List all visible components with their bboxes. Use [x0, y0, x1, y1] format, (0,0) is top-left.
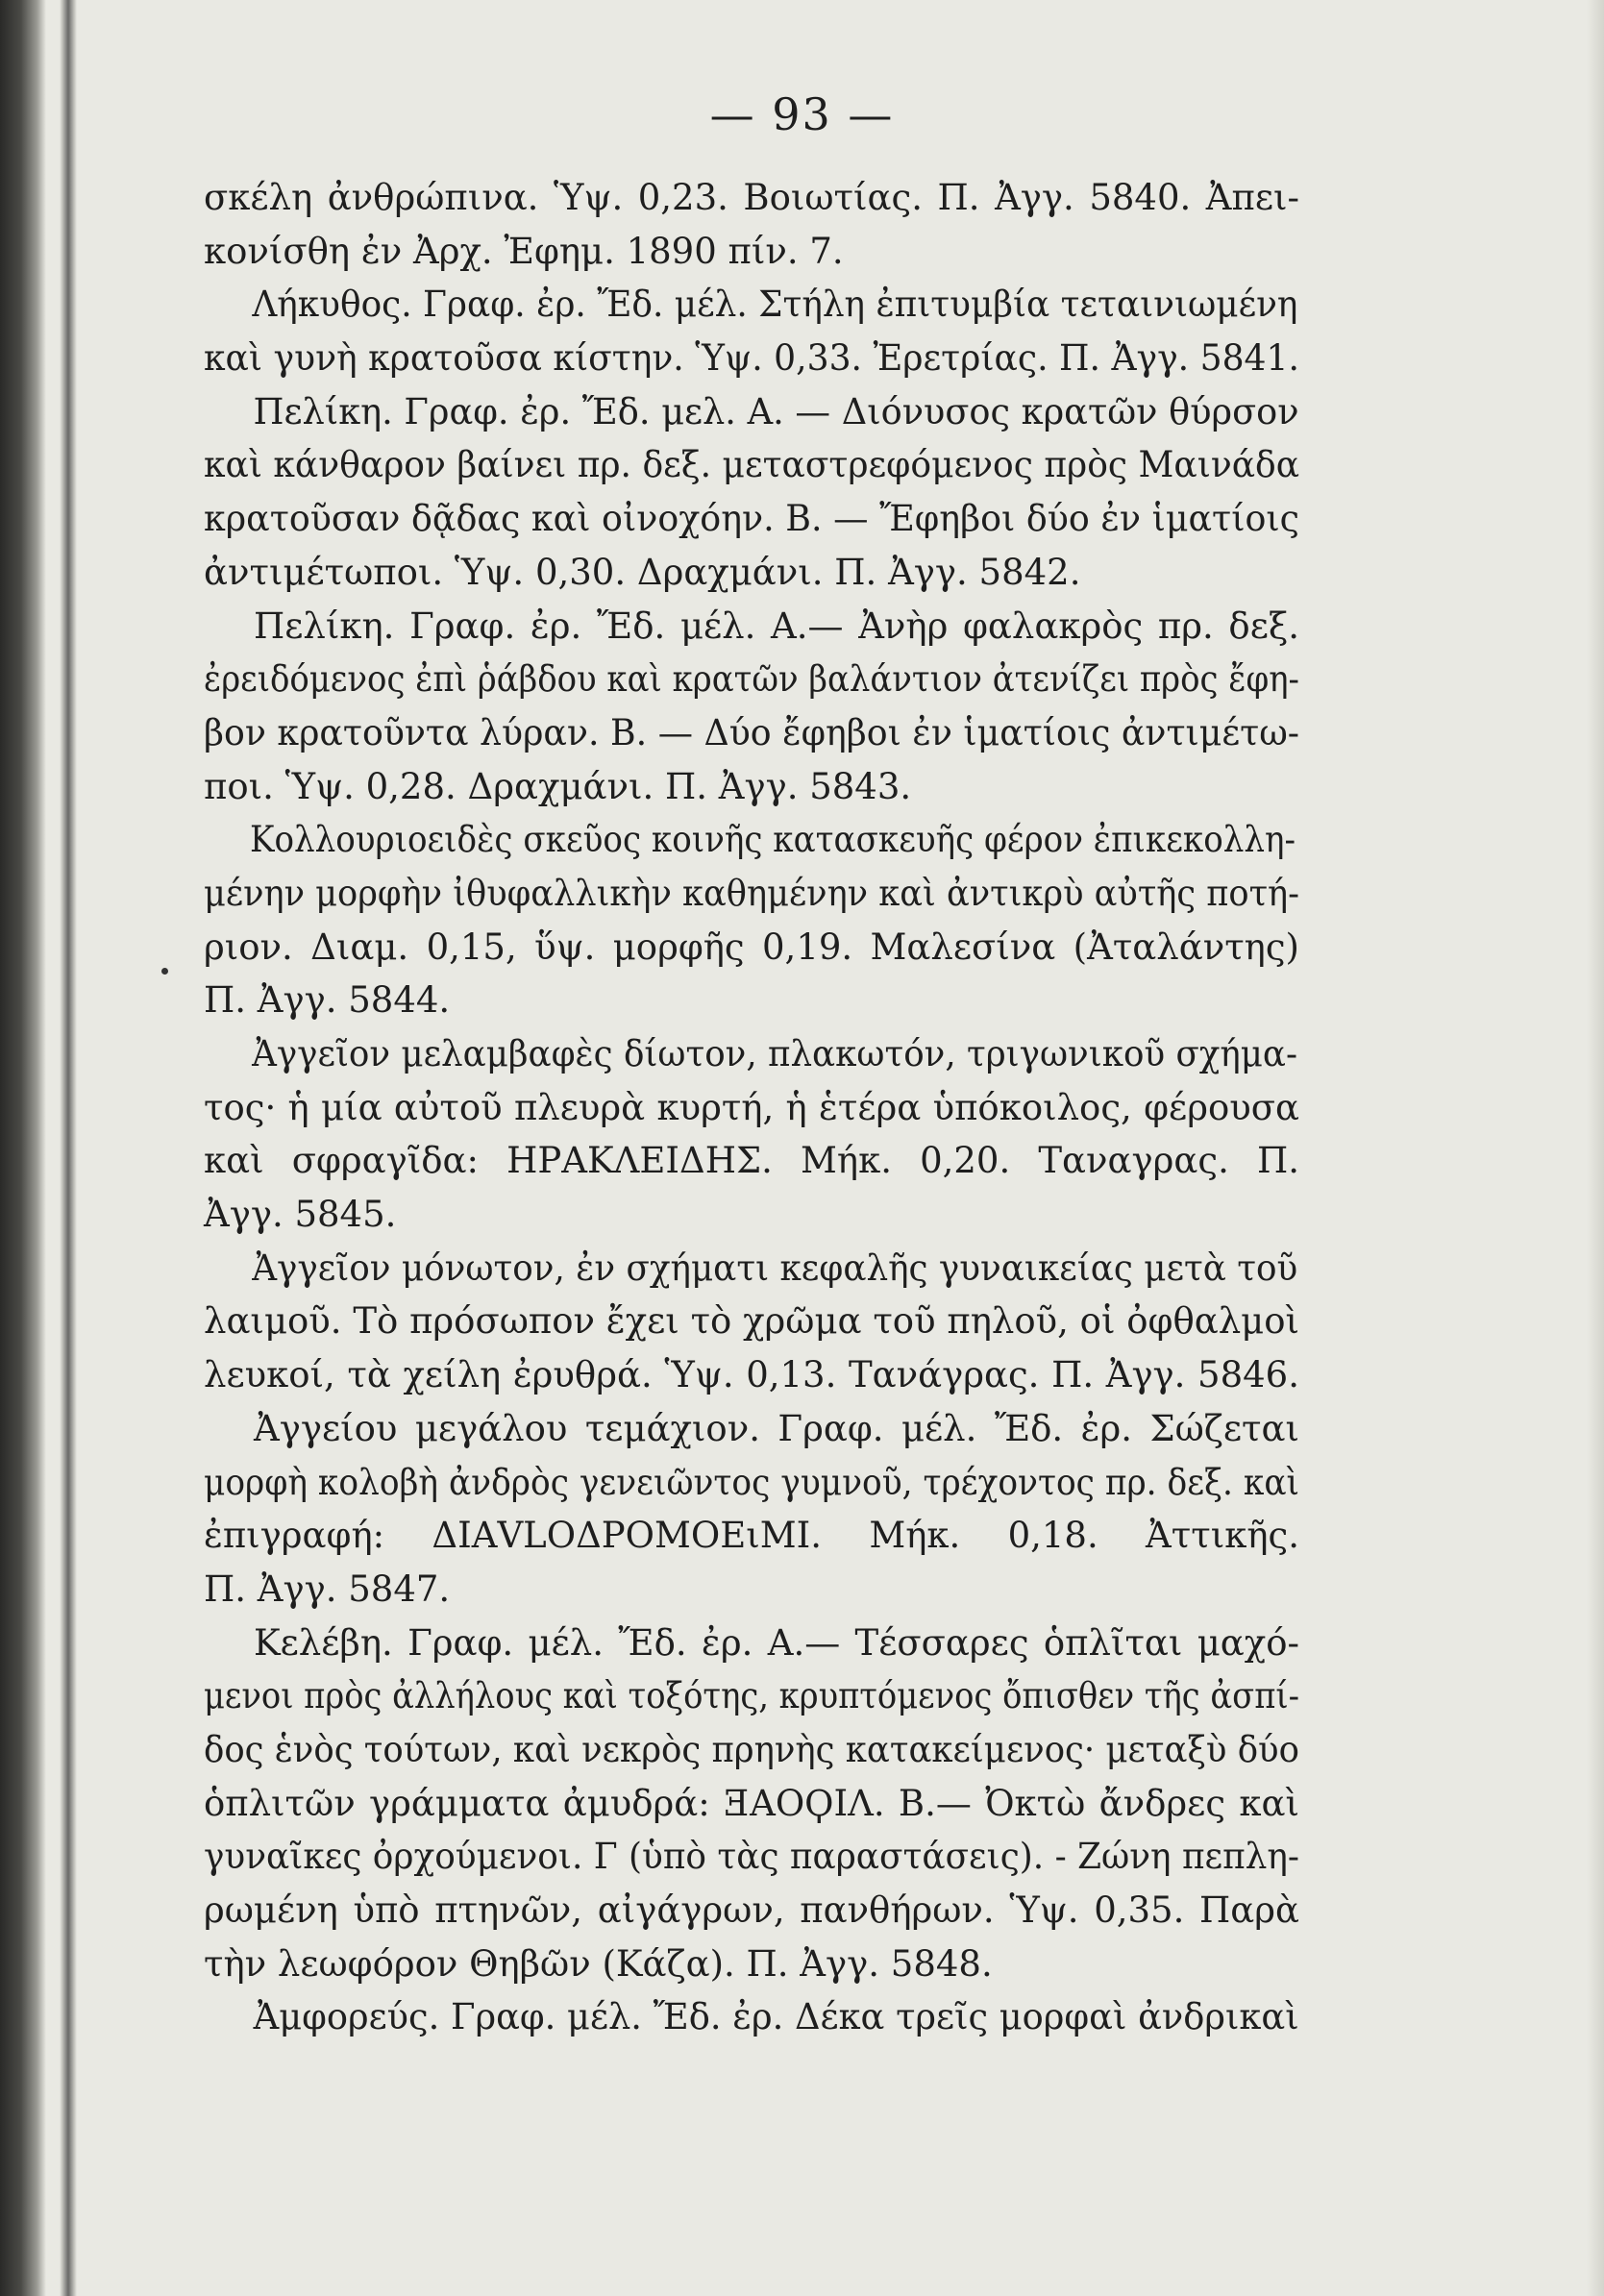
- text-line: Κελέβη. Γραφ. μέλ. Ἔδ. ἐρ. Α.— Τέσσαρες ὁπλῖται μαχό-: [254, 1621, 1299, 1664]
- text-line: Ἀγγεῖον μόνωτον, ἐν σχήματι κεφαλῆς γυναικείας μετὰ τοῦ: [252, 1247, 1298, 1289]
- text-line: Ἀγγεῖον μελαμβαφὲς δίωτον, πλακωτόν, τριγωνικοῦ σχήμα-: [252, 1033, 1298, 1074]
- text-line: Π. Ἀγγ. 5847.: [204, 1568, 451, 1610]
- book-gutter: [60, 0, 77, 2296]
- text-line: γυναῖκες ὀρχούμενοι. Γ (ὑπὸ τὰς παραστάσεις). - Ζώνη πεπλη-: [204, 1836, 1300, 1878]
- text-line: μορφὴ κολοβὴ ἀνδρὸς γενειῶντος γυμνοῦ, τρέχοντος πρ. δεξ. καὶ: [204, 1461, 1300, 1503]
- text-line: ρωμένη ὑπὸ πτηνῶν, αἰγάγρων, πανθήρων. Ὑψ. 0,35. Παρὰ: [204, 1889, 1299, 1931]
- text-line: τὴν λεωφόρον Θηβῶν (Κάζα). Π. Ἀγγ. 5848.: [204, 1942, 993, 1985]
- text-line: μένην μορφὴν ἰθυφαλλικὴν καθημένην καὶ ἀντικρὺ αὐτῆς ποτή-: [204, 872, 1300, 914]
- text-line: τος· ἡ μία αὐτοῦ πλευρὰ κυρτή, ἡ ἑτέρα ὑπόκοιλος, φέρουσα: [204, 1086, 1299, 1128]
- text-line: Λήκυθος. Γραφ. ἐρ. Ἔδ. μέλ. Στήλη ἐπιτυμβία τεταινιωμένη: [252, 284, 1298, 326]
- text-line: λευκοί, τὰ χείλη ἐρυθρά. Ὑψ. 0,13. Τανάγρας. Π. Ἀγγ. 5846.: [204, 1354, 1299, 1396]
- text-line: Ἀμφορεύς. Γραφ. μέλ. Ἔδ. ἐρ. Δέκα τρεῖς μορφαὶ ἀνδρικαὶ: [253, 1996, 1299, 2038]
- text-line: καὶ γυνὴ κρατοῦσα κίστην. Ὑψ. 0,33. Ἐρετρίας. Π. Ἀγγ. 5841.: [204, 337, 1299, 380]
- text-line: καὶ σφραγῖδα: ΗΡΑΚΛΕΙΔΗΣ. Μήκ. 0,20. Ταναγρας. Π.: [204, 1140, 1299, 1182]
- text-line: Ἀγγ. 5845.: [204, 1194, 397, 1236]
- text-line: δος ἑνὸς τούτων, καὶ νεκρὸς πρηνὴς κατακείμενος· μεταξὺ δύο: [204, 1728, 1299, 1770]
- text-line: ἐρειδόμενος ἐπὶ ῥάβδου καὶ κρατῶν βαλάντιον ἀτενίζει πρὸς ἔφη-: [204, 658, 1300, 701]
- scan-edge: [1587, 0, 1604, 2296]
- text-line: κρατοῦσαν δᾷδας καὶ οἰνοχόην. Β. — Ἔφηβοι δύο ἐν ἱματίοις: [204, 498, 1300, 540]
- catalogue-text: [204, 171, 1299, 2044]
- text-line: κονίσθη ἐν Ἀρχ. Ἐφημ. 1890 πίν. 7.: [204, 230, 844, 272]
- text-line: λαιμοῦ. Τὸ πρόσωπον ἔχει τὸ χρῶμα τοῦ πηλοῦ, οἱ ὀφθαλμοὶ: [204, 1300, 1299, 1343]
- text-line: Κολλουριοειδὲς σκεῦος κοινῆς κατασκευῆς φέρον ἐπικεκολλη-: [249, 819, 1296, 861]
- text-line: βον κρατοῦντα λύραν. Β. — Δύο ἔφηβοι ἐν ἱματίοις ἀντιμέτω-: [204, 711, 1300, 753]
- page-number: — 93 —: [709, 88, 895, 140]
- text-line: Πελίκη. Γραφ. ἐρ. Ἔδ. μελ. Α. — Διόνυσος κρατῶν θύρσον: [253, 390, 1299, 432]
- text-line: Ἀγγείου μεγάλου τεμάχιον. Γραφ. μέλ. Ἔδ. ἐρ. Σώζεται: [254, 1407, 1299, 1449]
- text-line: καὶ κάνθαρον βαίνει πρ. δεξ. μεταστρεφόμενος πρὸς Μαινάδα: [204, 444, 1300, 486]
- text-line: σκέλη ἀνθρώπινα. Ὑψ. 0,23. Βοιωτίας. Π. Ἀγγ. 5840. Ἀπει-: [204, 177, 1299, 218]
- text-line: ἀντιμέτωποι. Ὑψ. 0,30. Δραχμάνι. Π. Ἀγγ. 5842.: [204, 551, 1081, 593]
- text-line: Πελίκη. Γραφ. ἐρ. Ἔδ. μέλ. Α.— Ἀνὴρ φαλακρὸς πρ. δεξ.: [254, 605, 1299, 647]
- text-line: ριον. Διαμ. 0,15, ὕψ. μορφῆς 0,19. Μαλεσίνα (Ἀταλάντης): [204, 926, 1299, 968]
- book-spine-shadow: [0, 0, 46, 2296]
- text-line: μενοι πρὸς ἀλλήλους καὶ τοξότης, κρυπτόμενος ὄπισθεν τῆς ἀσπί-: [204, 1675, 1300, 1717]
- text-line: Π. Ἀγγ. 5844.: [204, 979, 451, 1022]
- text-line: ἐπιγραφή: ΔΙΑVLΟΔΡΟΜΟΕιΜΙ. Μήκ. 0,18. Ἀττικῆς.: [204, 1515, 1299, 1557]
- text-line: ποι. Ὑψ. 0,28. Δραχμάνι. Π. Ἀγγ. 5843.: [204, 765, 912, 807]
- text-line: ὁπλιτῶν γράμματα ἀμυδρά: ƎΑΟϘΙΛ. Β.— Ὀκτὼ ἄνδρες καὶ: [204, 1782, 1299, 1824]
- margin-mark: [161, 968, 168, 975]
